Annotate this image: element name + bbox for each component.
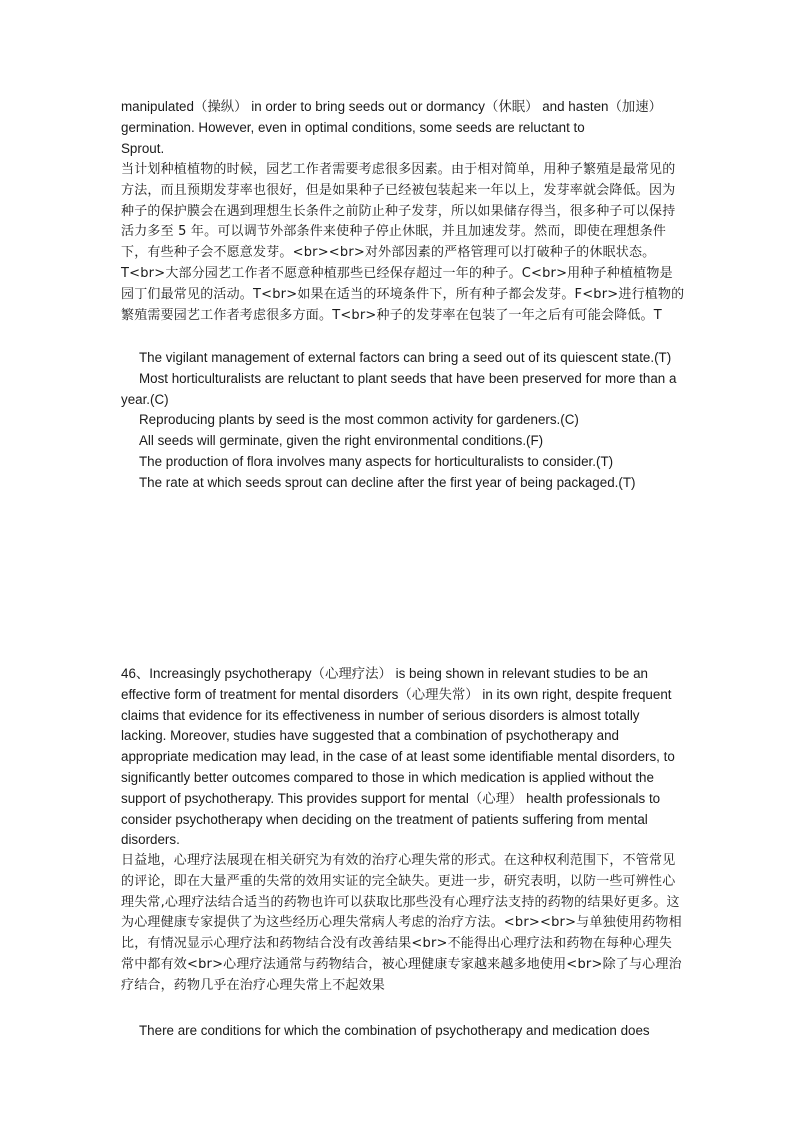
statement: The production of flora involves many aspects for horticulturalists to consider.(T) (139, 453, 614, 469)
statement: All seeds will germinate, given the right environmental conditions.(F) (139, 433, 544, 449)
statement: Reproducing plants by seed is the most common activity for gardeners.(C) (139, 412, 579, 428)
passage-seeds-english (121, 97, 685, 159)
chinese-translation: 日益地，心理疗法展现在相关研究为有效的治疗心理失常的形式。在这种权利范围下，不管常见的评论，即在大量严重的失常的效用实证的完全缺失。更进一步，研究表明，以防一些可辨性心理失常,心理疗法结合适当的药物也许可以获取比那些没有心理疗法支持的药物的结果好更多。这为心理健康专家提供了为这些经历心理失常病人考虑的治疗方法。<br><br>与单独使用药物相比，有情况显示心理疗法和药物结合没有改善结果<br>不能得出心理疗法和药物在每种心理失常中都有效<br>心理疗法通常与药物结合，被心理健康专家越来越多地使用<br>除了与心理治疗结合，药物几乎在治疗心理失常上不起效果 (121, 853, 682, 993)
seeds-statements (121, 348, 685, 494)
english-line: manipulated（操纵） in order to bring seeds out or dormancy（休眠） and hasten（加速） (121, 99, 663, 114)
chinese-translation: 当计划种植植物的时候，园艺工作者需要考虑很多因素。由于相对简单，用种子繁殖是最常见的方法，而且预期发芽率也很好，但是如果种子已经被包装起来一年以上，发芽率就会降低。因为种子的保护膜会在遇到理想生长条件之前防止种子发芽，所以如果储存得当，很多种子可以保持活力多至 5 年。可以调节外部条件来使种子停止休眠，并且加速发芽。然而，即使在理想条件下，有些种子会不愿意发芽。<br><br>对外部因素的严格管理可以打破种子的休眠状态。T<br>大部分园艺工作者不愿意种植那些已经保存超过一年的种子。C<br>用种子种植植物是园丁们最常见的活动。T<br>如果在适当的环境条件下，所有种子都会发芽。F<br>进行植物的繁殖需要园艺工作者考虑很多方面。T<br>种子的发芽率在包装了一年之后有可能会降低。T (121, 162, 685, 323)
statement: There are conditions for which the combination of psychotherapy and medication does (139, 1023, 650, 1038)
passage-seeds-chinese (121, 160, 685, 326)
statement: The rate at which seeds sprout can decline after the first year of being packaged.(T) (139, 474, 636, 490)
passage-psychotherapy-english (121, 664, 685, 851)
statement: Most horticulturalists are reluctant to plant seeds that have been preserved for more than a year.(C) (121, 370, 677, 407)
passage-psychotherapy-chinese (121, 851, 685, 997)
statement: The vigilant management of external factors can bring a seed out of its quiescent state.(T) (139, 350, 672, 365)
english-line: germination. However, even in optimal conditions, some seeds are reluctant to (121, 119, 585, 135)
question-46-passage: 46、Increasingly psychotherapy（心理疗法） is being shown in relevant studies to be an effective form of treatment for mental disorders（心理失常） in its own right, despite frequent claims that evidence for its effectiveness in number of serious disorders is almost totally lacking. Moreover, studies have suggested that a combination of psychotherapy and appropriate medication may lead, in the case of at least some identifiable mental disorders, to significantly better outcomes compared to those in which medication is applied without the support of psychotherapy. This provides support for mental（心理） health professionals to consider psychotherapy when deciding on the treatment of patients suffering from mental disorders. (121, 666, 675, 848)
english-line: Sprout. (121, 140, 165, 156)
psychotherapy-statements (121, 1021, 685, 1042)
